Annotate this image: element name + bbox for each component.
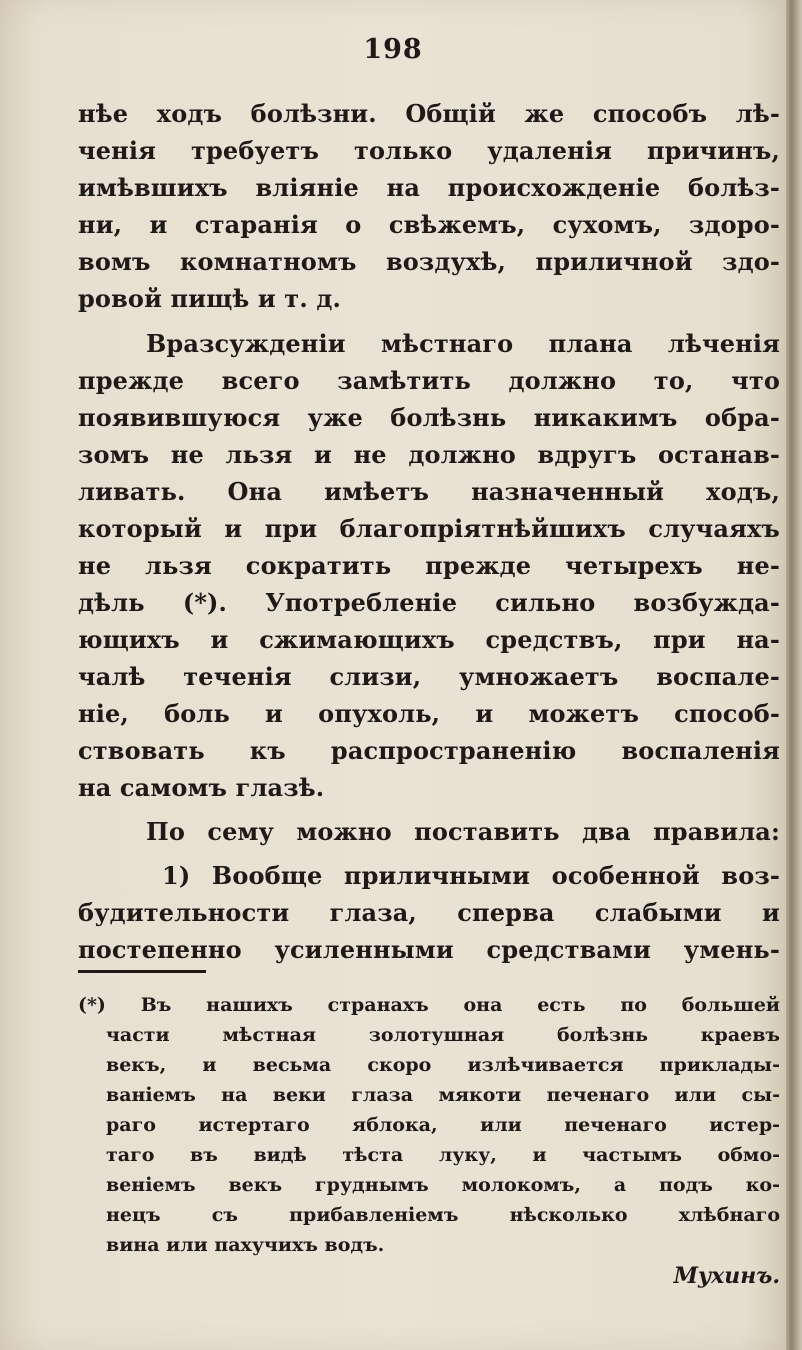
body-line-2: ченія требуетъ только удаленія причинъ, <box>78 136 780 165</box>
body-line-12: который и при благопріятнѣйшихъ случаяхъ <box>78 514 780 543</box>
page-number: 198 <box>363 34 423 65</box>
footnote-line-4: ваніемъ на веки глаза мякоти печенаго или сы- <box>106 1084 780 1106</box>
body-line-20: По сему можно поставить два правила: <box>146 817 780 846</box>
author-signature: Мухинъ. <box>673 1263 780 1289</box>
footnote-line-6: таго въ видѣ тѣста луку, и частымъ обмо- <box>106 1144 780 1166</box>
footnote-line-2: части мѣстная золотушная болѣзнь краевъ <box>106 1024 780 1046</box>
footnote-line-1: (*) Въ нашихъ странахъ она есть по большей <box>78 994 780 1016</box>
body-line-6: ровой пищѣ и т. д. <box>78 284 341 313</box>
body-line-21: 1) Вообще приличными особенной воз- <box>162 861 780 890</box>
body-line-14: дѣль (*). Употребленіе сильно возбужда- <box>78 588 780 617</box>
footnote-line-7: веніемъ векъ груднымъ молокомъ, а подъ ко- <box>106 1174 780 1196</box>
footnote-line-5: раго истертаго яблока, или печенаго истер- <box>106 1114 780 1136</box>
body-line-22: будительности глаза, сперва слабыми и <box>78 898 780 927</box>
footnote-divider <box>78 970 206 973</box>
body-line-11: ливать. Она имѣетъ назначенный ходъ, <box>78 477 780 506</box>
footnote-line-8: нецъ съ прибавленіемъ нѣсколько хлѣбнаго <box>106 1204 780 1226</box>
body-line-1: нѣе ходъ болѣзни. Общій же способъ лѣ- <box>78 99 780 128</box>
body-line-5: вомъ комнатномъ воздухѣ, приличной здо- <box>78 247 780 276</box>
body-line-18: ствовать къ распространенію воспаленія <box>78 736 780 765</box>
body-line-9: появившуюся уже болѣзнь никакимъ обра- <box>78 403 780 432</box>
body-line-3: имѣвшихъ вліяніе на происхожденіе болѣз- <box>78 173 780 202</box>
body-line-4: ни, и старанія о свѣжемъ, сухомъ, здоро- <box>78 210 780 239</box>
body-line-10: зомъ не льзя и не должно вдругъ останав- <box>78 440 780 469</box>
body-line-19: на самомъ глазѣ. <box>78 773 325 802</box>
body-line-15: ющихъ и сжимающихъ средствъ, при на- <box>78 625 780 654</box>
footnote-line-3: векъ, и весьма скоро излѣчивается приклады- <box>106 1054 780 1076</box>
body-line-7: Вразсужденіи мѣстнаго плана лѣченія <box>146 329 780 358</box>
body-line-8: прежде всего замѣтить должно то, что <box>78 366 780 395</box>
body-line-23: постепенно усиленными средствами умень- <box>78 935 780 964</box>
body-line-16: чалѣ теченія слизи, умножаетъ воспале- <box>78 662 780 691</box>
body-line-13: не льзя сократить прежде четырехъ не- <box>78 551 780 580</box>
book-gutter-edge <box>786 0 802 1350</box>
footnote-line-9: вина или пахучихъ водъ. <box>106 1234 385 1256</box>
body-line-17: ніе, боль и опухоль, и можетъ способ- <box>78 699 780 728</box>
